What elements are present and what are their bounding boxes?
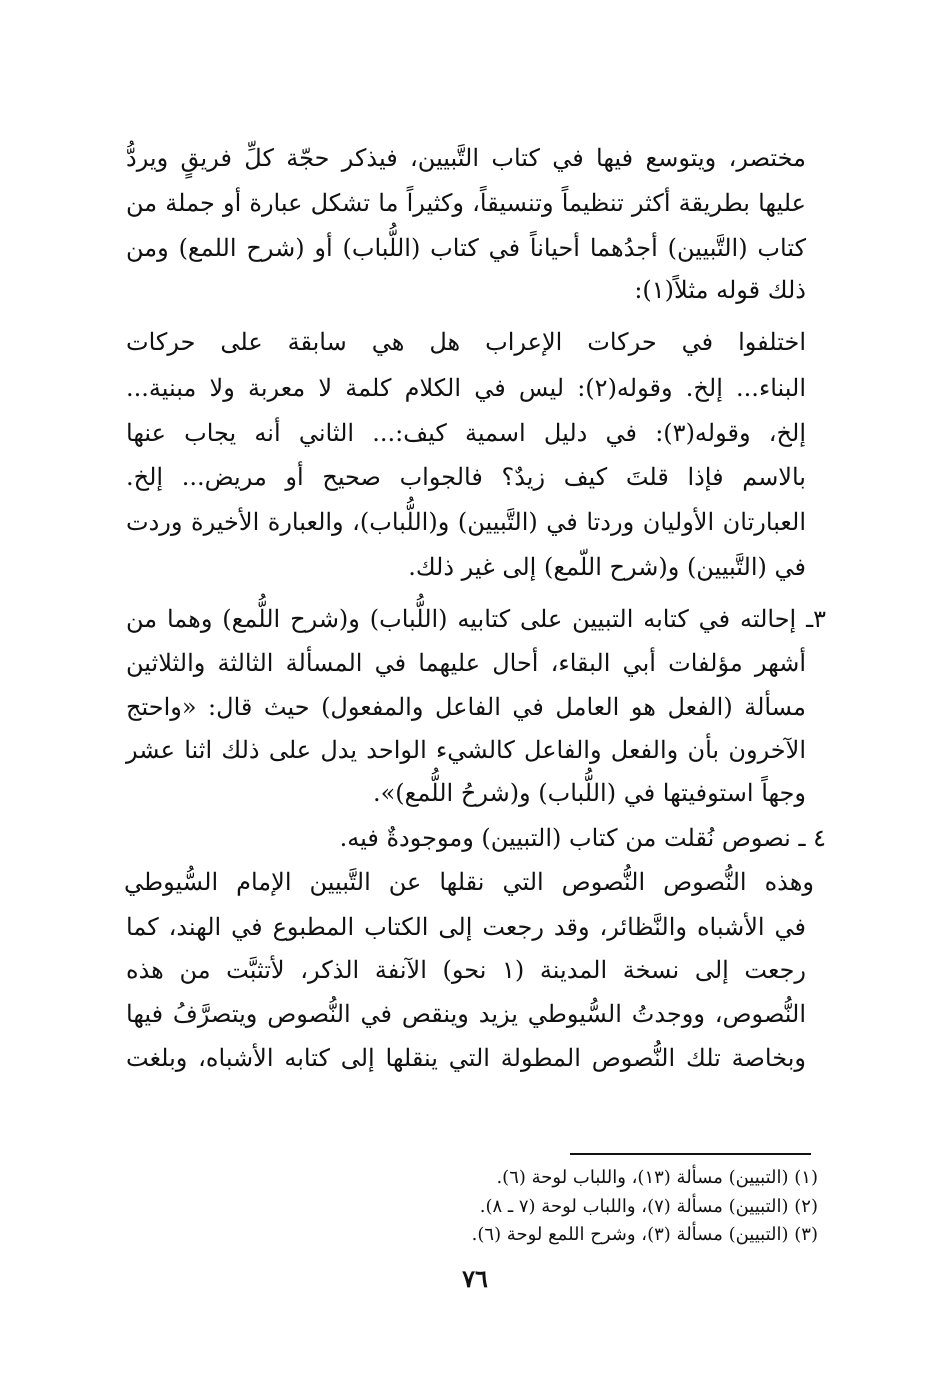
- paragraph-3-line-3: رجعت إلى نسخة المدينة (١ نحو) الآنفة الذكر، لأتثبَّت من هذه: [126, 956, 806, 984]
- paragraph-3-line-2: في الأشباه والنَّظائر، وقد رجعت إلى الكتاب المطبوع في الهند، كما: [126, 913, 806, 941]
- paragraph-3-line-5: وبخاصة تلك النُّصوص المطولة التي ينقلها إلى كتابه الأشباه، وبلغت: [126, 1044, 806, 1072]
- paragraph-2-line-1: العبارتان الأوليان وردتا في (التَّبيين) و(اللُّباب)، والعبارة الأخيرة وردت: [126, 508, 806, 536]
- paragraph-2-line-2: في (التَّبيين) و(شرح اللّمع) إلى غير ذلك.: [408, 553, 806, 581]
- footnote-2: (٢) (التبيين) مسألة (٧)، واللباب لوحة (٧ ـ ٨).: [479, 1196, 818, 1217]
- quote-line-1: اختلفوا في حركات الإعراب هل هي سابقة على حركات: [126, 328, 806, 356]
- paragraph-1-line-4: ذلك قوله مثلاً(١):: [634, 276, 806, 304]
- paragraph-1-line-1: مختصر، ويتوسع فيها في كتاب التَّبيين، فيذكر حجّة كلِّ فريقٍ ويردُّ: [126, 144, 806, 172]
- footnote-3: (٣) (التبيين) مسألة (٣)، وشرح اللمع لوحة (٦).: [471, 1224, 818, 1245]
- quote-line-4: بالاسم فإذا قلتَ كيف زيدٌ؟ فالجواب صحيح أو مريض... إلخ.: [126, 463, 806, 491]
- item-3-line-5: وجهاً استوفيتها في (اللُّباب) و(شرحُ اللُّمع)».: [372, 779, 806, 807]
- paragraph-1-line-3: كتاب (التَّبيين) أجدُهما أحياناً في كتاب (اللُّباب) أو (شرح اللمع) ومن: [126, 234, 806, 262]
- footnote-separator: [570, 1153, 811, 1155]
- page-number: ٧٦: [462, 1264, 488, 1293]
- footnote-1: (١) (التبيين) مسألة (١٣)، واللباب لوحة (٦).: [496, 1167, 818, 1188]
- quote-line-3: إلخ، وقوله(٣): في دليل اسمية كيف:... الثاني أنه يجاب عنها: [126, 419, 806, 447]
- item-3-line-4: الآخرون بأن والفعل والفاعل كالشيء الواحد يدل على ذلك اثنا عشر: [126, 736, 806, 764]
- item-3-line-3: مسألة (الفعل هو العامل في الفاعل والمفعول) حيث قال: «واحتج: [126, 693, 806, 721]
- paragraph-3-line-1: وهذه النُّصوص النُّصوص التي نقلها عن التَّبيين الإمام السُّيوطي: [124, 868, 814, 896]
- item-3-line-2: أشهر مؤلفات أبي البقاء، أحال عليهما في المسألة الثالثة والثلاثين: [126, 649, 806, 677]
- item-4-line: ٤ ـ نصوص نُقلت من كتاب (التبيين) وموجودةٌ فيه.: [339, 824, 826, 852]
- paragraph-3-line-4: النُّصوص، ووجدتُ السُّيوطي يزيد وينقص في النُّصوص ويتصرَّفُ فيها: [126, 1000, 806, 1028]
- item-3-line-1: ٣ـ إحالته في كتابه التبيين على كتابيه (اللُّباب) و(شرح اللُّمع) وهما من: [126, 605, 826, 633]
- paragraph-1-line-2: عليها بطريقة أكثر تنظيماً وتنسيقاً، وكثيراً ما تشكل عبارة أو جملة من: [126, 189, 806, 217]
- quote-line-2: البناء... إلخ. وقوله(٢): ليس في الكلام كلمة لا معربة ولا مبنية...: [126, 374, 806, 402]
